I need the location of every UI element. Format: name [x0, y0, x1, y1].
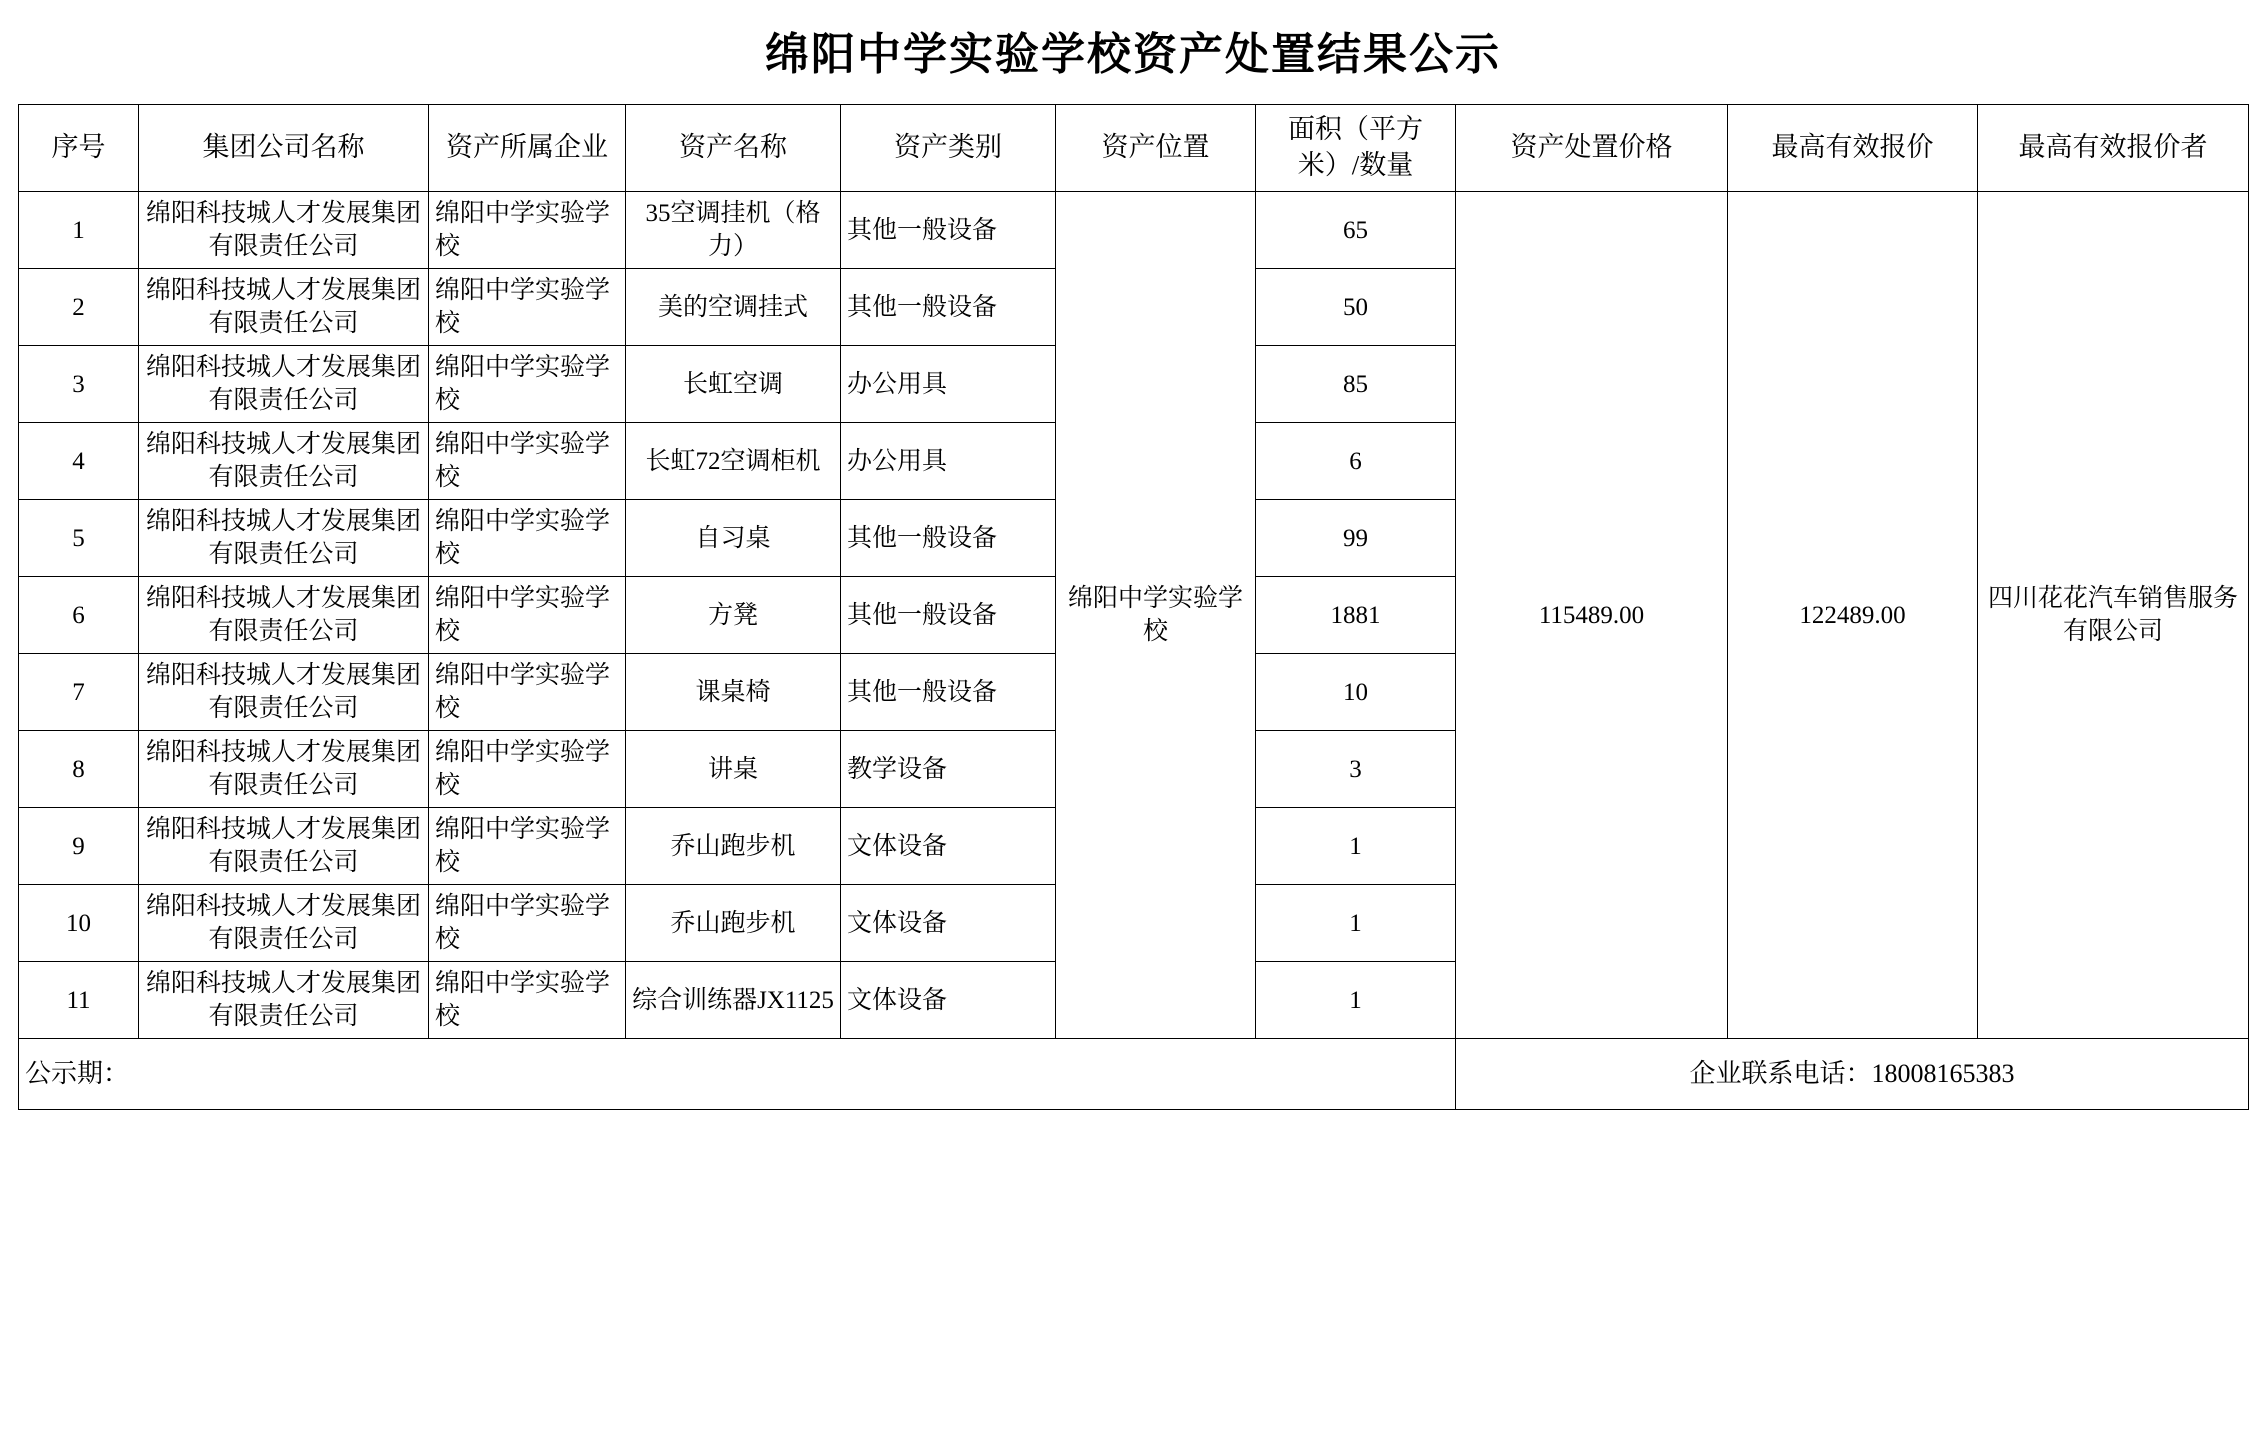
cell-index: 2	[19, 269, 139, 346]
cell-index: 8	[19, 731, 139, 808]
cell-index: 10	[19, 885, 139, 962]
cell-disposal-price: 115489.00	[1456, 192, 1728, 1039]
cell-group-company: 绵阳科技城人才发展集团有限责任公司	[139, 346, 429, 423]
cell-area-quantity: 85	[1256, 346, 1456, 423]
cell-group-company: 绵阳科技城人才发展集团有限责任公司	[139, 577, 429, 654]
header-index: 序号	[19, 105, 139, 192]
table-row	[19, 192, 2249, 269]
cell-asset-name: 长虹空调	[626, 346, 841, 423]
cell-asset-name: 乔山跑步机	[626, 885, 841, 962]
table-header	[19, 105, 2249, 192]
cell-area-quantity: 1	[1256, 962, 1456, 1039]
header-disposal-price: 资产处置价格	[1456, 105, 1728, 192]
cell-asset-enterprise: 绵阳中学实验学校	[429, 577, 626, 654]
table-body	[19, 192, 2249, 1110]
publicity-period-label: 公示期：	[19, 1039, 1456, 1110]
cell-asset-category: 其他一般设备	[841, 654, 1056, 731]
cell-index: 1	[19, 192, 139, 269]
cell-asset-category: 其他一般设备	[841, 269, 1056, 346]
cell-asset-enterprise: 绵阳中学实验学校	[429, 346, 626, 423]
cell-index: 3	[19, 346, 139, 423]
cell-asset-enterprise: 绵阳中学实验学校	[429, 500, 626, 577]
cell-asset-name: 35空调挂机（格力）	[626, 192, 841, 269]
cell-asset-enterprise: 绵阳中学实验学校	[429, 885, 626, 962]
header-highest-bid: 最高有效报价	[1728, 105, 1978, 192]
cell-area-quantity: 1881	[1256, 577, 1456, 654]
cell-group-company: 绵阳科技城人才发展集团有限责任公司	[139, 500, 429, 577]
cell-area-quantity: 65	[1256, 192, 1456, 269]
page-title: 绵阳中学实验学校资产处置结果公示	[765, 30, 1501, 79]
cell-asset-enterprise: 绵阳中学实验学校	[429, 808, 626, 885]
cell-asset-category: 办公用具	[841, 423, 1056, 500]
cell-group-company: 绵阳科技城人才发展集团有限责任公司	[139, 808, 429, 885]
cell-asset-enterprise: 绵阳中学实验学校	[429, 269, 626, 346]
cell-asset-name: 方凳	[626, 577, 841, 654]
cell-index: 11	[19, 962, 139, 1039]
table-header-row	[19, 105, 2249, 192]
cell-asset-category: 其他一般设备	[841, 577, 1056, 654]
cell-area-quantity: 10	[1256, 654, 1456, 731]
cell-asset-category: 其他一般设备	[841, 500, 1056, 577]
cell-index: 9	[19, 808, 139, 885]
cell-area-quantity: 1	[1256, 885, 1456, 962]
cell-area-quantity: 6	[1256, 423, 1456, 500]
cell-asset-category: 教学设备	[841, 731, 1056, 808]
header-asset-enterprise: 资产所属企业	[429, 105, 626, 192]
cell-highest-bid: 122489.00	[1728, 192, 1978, 1039]
cell-area-quantity: 50	[1256, 269, 1456, 346]
cell-group-company: 绵阳科技城人才发展集团有限责任公司	[139, 423, 429, 500]
cell-asset-name: 课桌椅	[626, 654, 841, 731]
cell-area-quantity: 1	[1256, 808, 1456, 885]
cell-asset-enterprise: 绵阳中学实验学校	[429, 654, 626, 731]
cell-asset-name: 讲桌	[626, 731, 841, 808]
cell-asset-name: 自习桌	[626, 500, 841, 577]
cell-group-company: 绵阳科技城人才发展集团有限责任公司	[139, 654, 429, 731]
header-asset-name: 资产名称	[626, 105, 841, 192]
cell-asset-category: 文体设备	[841, 962, 1056, 1039]
table-footer-row	[19, 1039, 2249, 1110]
cell-asset-category: 其他一般设备	[841, 192, 1056, 269]
cell-group-company: 绵阳科技城人才发展集团有限责任公司	[139, 885, 429, 962]
cell-asset-category: 文体设备	[841, 885, 1056, 962]
cell-asset-name: 综合训练器JX1125	[626, 962, 841, 1039]
asset-disposal-table	[18, 104, 2249, 1110]
cell-asset-name: 美的空调挂式	[626, 269, 841, 346]
cell-asset-enterprise: 绵阳中学实验学校	[429, 962, 626, 1039]
cell-asset-enterprise: 绵阳中学实验学校	[429, 731, 626, 808]
cell-asset-name: 乔山跑步机	[626, 808, 841, 885]
cell-asset-category: 文体设备	[841, 808, 1056, 885]
cell-group-company: 绵阳科技城人才发展集团有限责任公司	[139, 269, 429, 346]
header-group-company: 集团公司名称	[139, 105, 429, 192]
cell-area-quantity: 3	[1256, 731, 1456, 808]
cell-index: 6	[19, 577, 139, 654]
cell-asset-enterprise: 绵阳中学实验学校	[429, 192, 626, 269]
cell-area-quantity: 99	[1256, 500, 1456, 577]
cell-index: 7	[19, 654, 139, 731]
cell-asset-location: 绵阳中学实验学校	[1056, 192, 1256, 1039]
header-highest-bidder: 最高有效报价者	[1978, 105, 2249, 192]
cell-asset-enterprise: 绵阳中学实验学校	[429, 423, 626, 500]
cell-group-company: 绵阳科技城人才发展集团有限责任公司	[139, 731, 429, 808]
cell-group-company: 绵阳科技城人才发展集团有限责任公司	[139, 962, 429, 1039]
header-asset-category: 资产类别	[841, 105, 1056, 192]
header-asset-location: 资产位置	[1056, 105, 1256, 192]
cell-highest-bidder: 四川花花汽车销售服务有限公司	[1978, 192, 2249, 1039]
cell-index: 5	[19, 500, 139, 577]
cell-asset-name: 长虹72空调柜机	[626, 423, 841, 500]
cell-group-company: 绵阳科技城人才发展集团有限责任公司	[139, 192, 429, 269]
header-area-quantity: 面积（平方米）/数量	[1256, 105, 1456, 192]
cell-asset-category: 办公用具	[841, 346, 1056, 423]
cell-index: 4	[19, 423, 139, 500]
contact-phone-label: 企业联系电话：18008165383	[1456, 1039, 2249, 1110]
